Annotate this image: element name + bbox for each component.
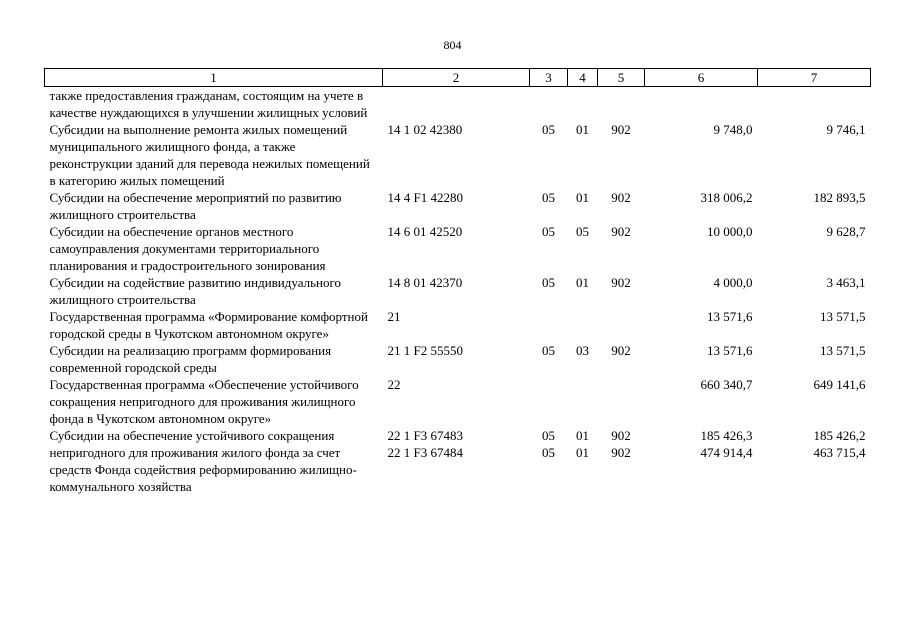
row-subsection: 03: [576, 343, 589, 358]
row-subsection: 01: [576, 190, 589, 205]
row-name: Государственная программа «Формирование комфортной городской среды в Чукотском автономном округе»: [49, 309, 368, 341]
table-row: [45, 274, 871, 308]
row-grbs: [598, 376, 645, 427]
row-grbs: [598, 427, 645, 495]
row-section: 05: [542, 343, 555, 358]
row-value-2-line: 463 715,4: [813, 445, 866, 460]
row-section: 05: [542, 275, 555, 290]
budget-table: [44, 68, 871, 495]
row-code-line: 22 1 F3 67484: [387, 445, 463, 460]
row-value-2: 13 571,5: [820, 343, 866, 358]
row-name: Субсидии на обеспечение органов местного самоуправления документами территориального планирования и градостроительного зонирования: [49, 224, 326, 273]
row-code: 22: [387, 377, 401, 392]
row-value-1-line: 474 914,4: [700, 445, 753, 460]
row-value-1: [645, 427, 758, 495]
row-section: [530, 308, 568, 342]
column-header-3: 3: [530, 69, 568, 87]
row-subsection: 05: [576, 224, 589, 239]
row-section: 05: [542, 190, 555, 205]
row-value-2-line: 185 426,2: [813, 428, 866, 443]
row-subsection: [568, 87, 598, 122]
row-code: [383, 427, 530, 495]
column-header-6: 6: [645, 69, 758, 87]
table-row: [45, 376, 871, 427]
row-name: Субсидии на реализацию программ формирования современной городской среды: [49, 343, 332, 375]
row-code: 14 1 02 42380: [387, 122, 463, 137]
table-row: [45, 189, 871, 223]
row-value-1: 318 006,2: [700, 190, 753, 205]
table-row: [45, 121, 871, 189]
row-subsection: 01: [576, 275, 589, 290]
row-code: 21 1 F2 55550: [387, 343, 463, 358]
row-grbs: 902: [611, 190, 631, 205]
table-header-row: [45, 69, 871, 87]
row-value-2: 182 893,5: [813, 190, 866, 205]
row-grbs-line: 902: [611, 445, 631, 460]
row-section: 05: [542, 122, 555, 137]
row-value-1-line: 185 426,3: [700, 428, 753, 443]
row-subsection: [568, 427, 598, 495]
table-row: [45, 427, 871, 495]
row-name: Субсидии на обеспечение устойчивого сокращения непригодного для проживания жилого фонда за счет средств Фонда содействия реформированию жилищно-коммунального хозяйства: [49, 428, 357, 494]
row-grbs: [598, 308, 645, 342]
row-name: Субсидии на выполнение ремонта жилых помещений муниципального жилищного фонда, а также реконструкции зданий для перевода нежилых помещений в категорию жилых помещений: [49, 122, 370, 188]
row-subsection: [568, 376, 598, 427]
row-section-line: 05: [542, 428, 555, 443]
column-header-2: 2: [383, 69, 530, 87]
row-subsection: 01: [576, 122, 589, 137]
row-value-2: 9 628,7: [826, 224, 866, 239]
table-row: [45, 342, 871, 376]
row-value-1: 660 340,7: [700, 377, 753, 392]
row-code: 21: [387, 309, 401, 324]
row-value-1: 13 571,6: [707, 309, 753, 324]
row-value-1: 10 000,0: [707, 224, 753, 239]
row-section: [530, 427, 568, 495]
row-code: 14 6 01 42520: [387, 224, 463, 239]
row-value-1: [645, 87, 758, 122]
row-name: Субсидии на содействие развитию индивидуального жилищного строительства: [49, 275, 341, 307]
row-subsection-line: 01: [576, 428, 589, 443]
column-header-5: 5: [598, 69, 645, 87]
row-grbs: 902: [611, 224, 631, 239]
page-number: 804: [443, 38, 462, 52]
row-grbs: 902: [611, 122, 631, 137]
row-value-1: 13 571,6: [707, 343, 753, 358]
row-grbs: 902: [611, 275, 631, 290]
column-header-4: 4: [568, 69, 598, 87]
row-code: [383, 87, 530, 122]
row-grbs: 902: [611, 343, 631, 358]
row-name: также предоставления гражданам, состоящим на учете в качестве нуждающихся в улучшении жилищных условий: [49, 88, 368, 120]
row-value-2: [758, 87, 871, 122]
row-subsection-line: 01: [576, 445, 589, 460]
row-name: Субсидии на обеспечение мероприятий по развитию жилищного строительства: [49, 190, 342, 222]
table-row: [45, 308, 871, 342]
row-value-2: 13 571,5: [820, 309, 866, 324]
row-section-line: 05: [542, 445, 555, 460]
column-header-7: 7: [758, 69, 871, 87]
row-value-2: [758, 427, 871, 495]
row-section: [530, 376, 568, 427]
row-name: Государственная программа «Обеспечение устойчивого сокращения непригодного для проживания жилищного фонда в Чукотском автономном округе»: [49, 377, 359, 426]
row-section: [530, 87, 568, 122]
row-code: 14 4 F1 42280: [387, 190, 463, 205]
table-row: [45, 87, 871, 122]
row-value-2: 649 141,6: [813, 377, 866, 392]
row-value-1: 4 000,0: [713, 275, 753, 290]
table-row: [45, 223, 871, 274]
column-header-1: 1: [45, 69, 383, 87]
row-value-2: 9 746,1: [826, 122, 866, 137]
row-code-line: 22 1 F3 67483: [387, 428, 463, 443]
row-value-2: 3 463,1: [826, 275, 866, 290]
row-subsection: [568, 308, 598, 342]
row-code: 14 8 01 42370: [387, 275, 463, 290]
row-grbs-line: 902: [611, 428, 631, 443]
row-section: 05: [542, 224, 555, 239]
row-grbs: [598, 87, 645, 122]
row-value-1: 9 748,0: [713, 122, 753, 137]
